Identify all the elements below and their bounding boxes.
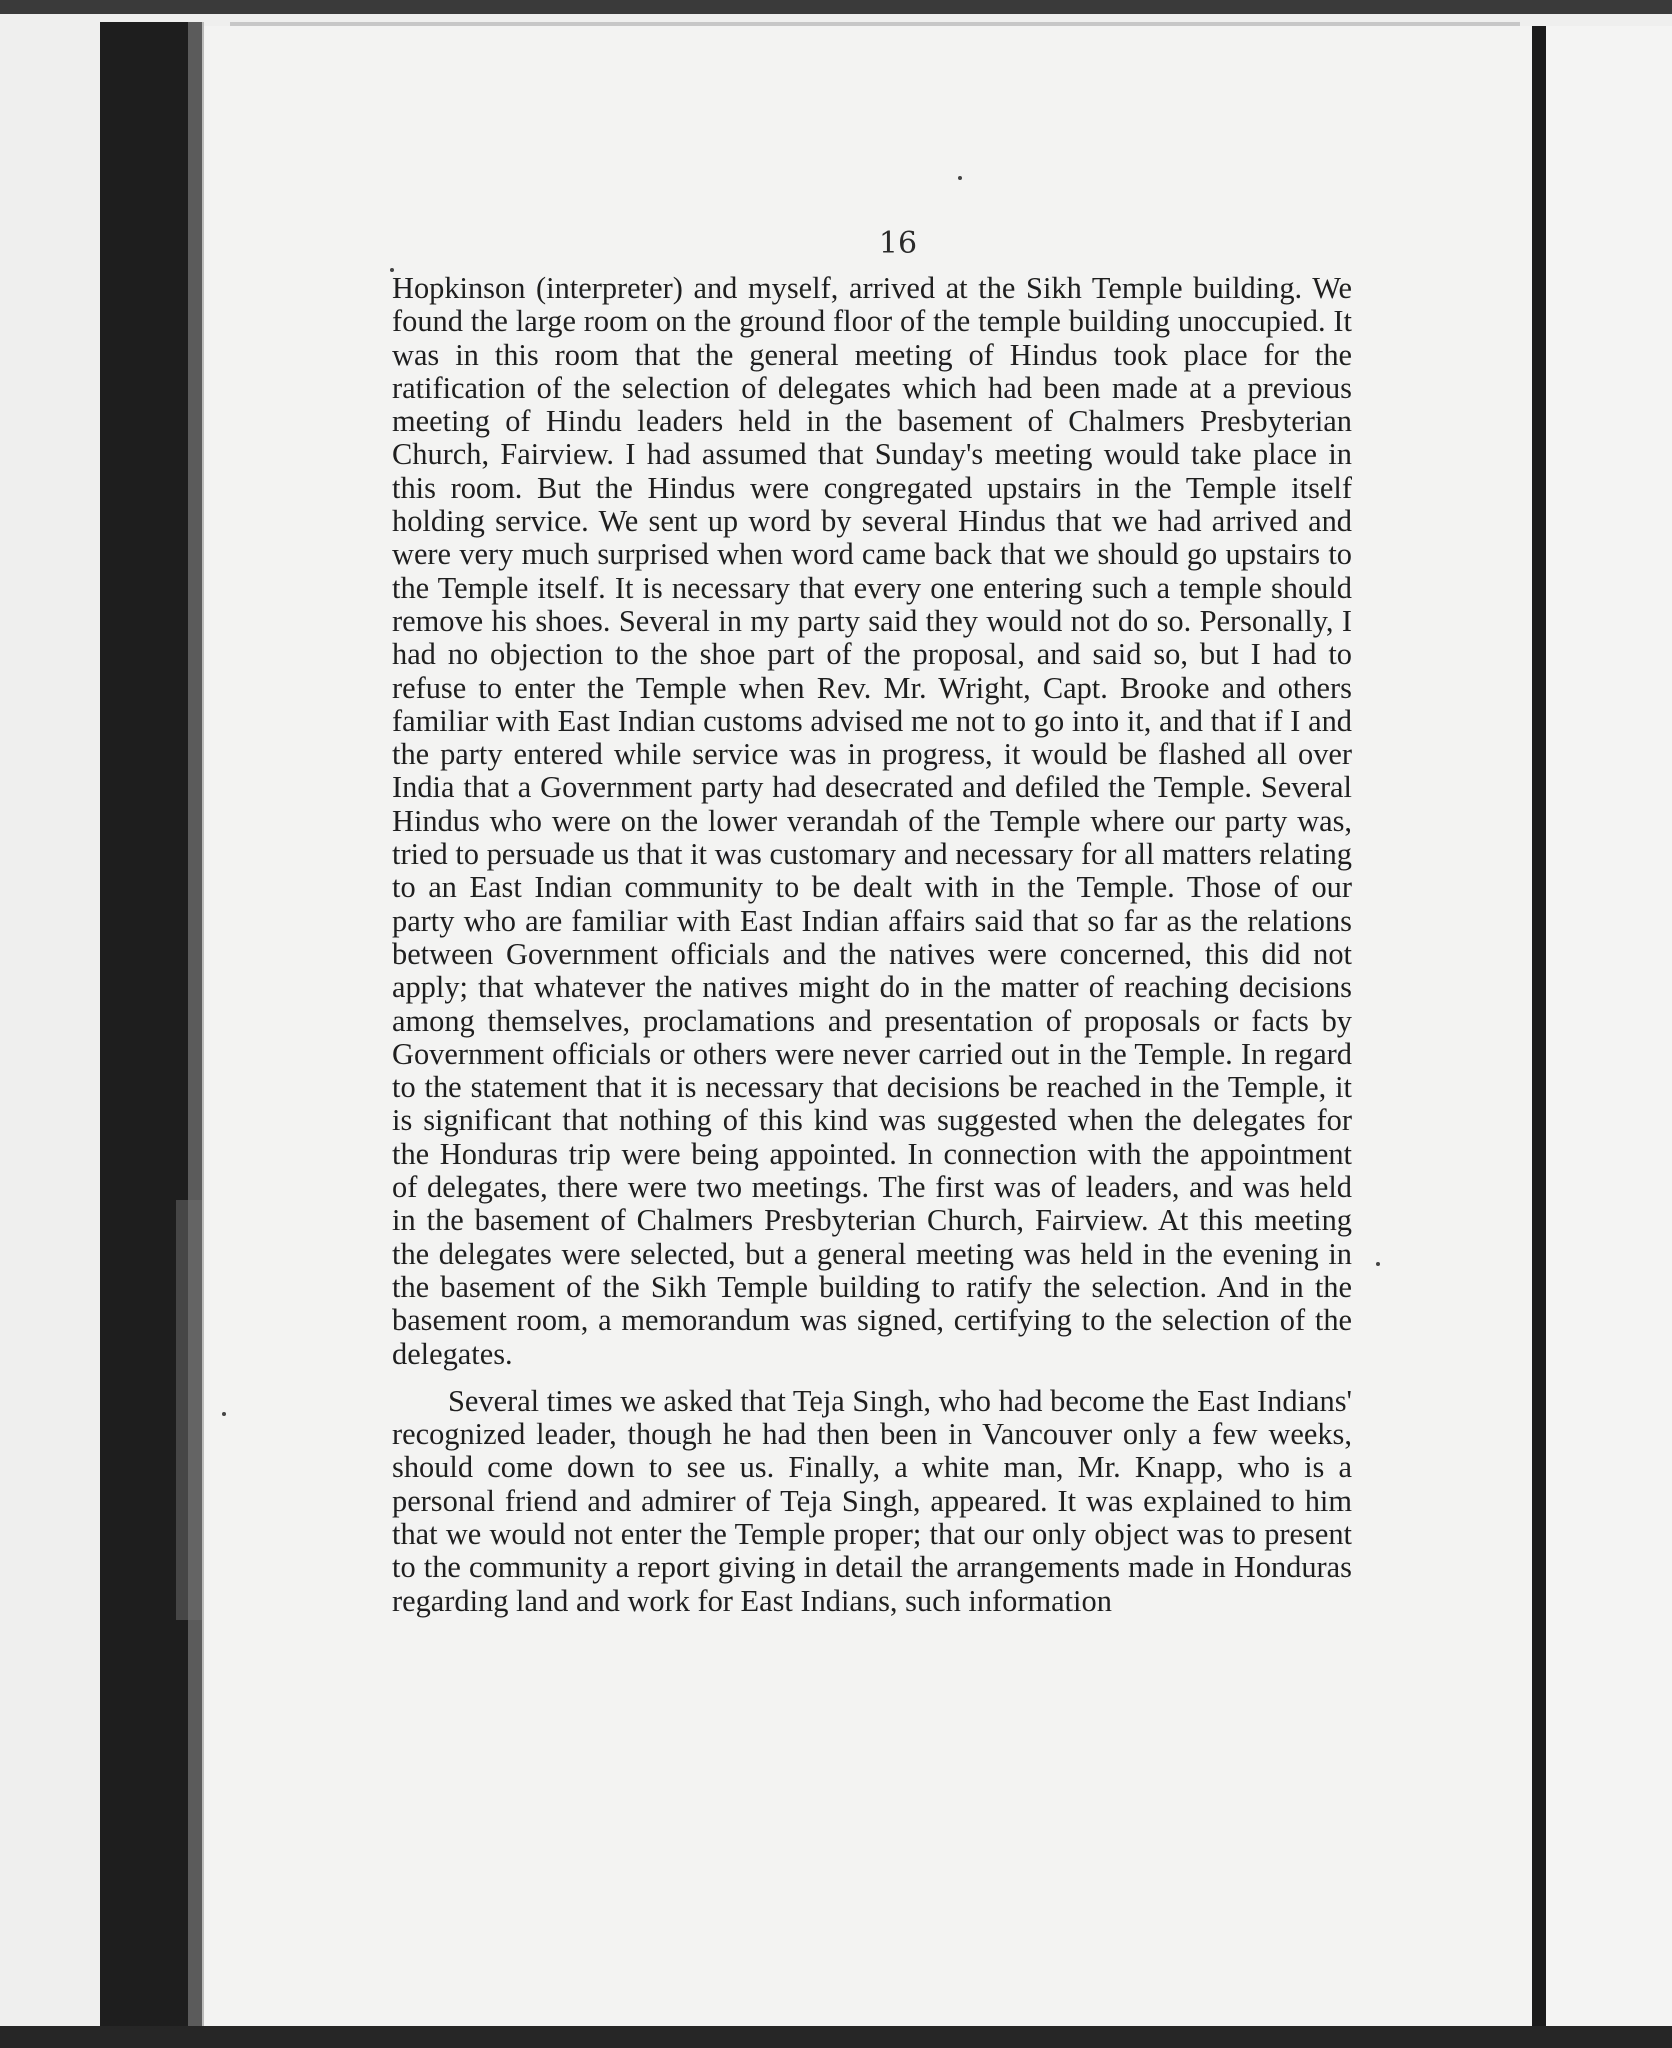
paragraph: Several times we asked that Teja Singh, who had become the East Indians' recognized leader, though he had then been in Vancouver only a few weeks, should come down to see us. Finally, a white man, Mr. Knapp, who is a personal friend and admirer of Teja Singh, appeared. It was explained to him that we would not enter the Temple proper; that our only object was to present to the community a report giving in detail the arrangements made in Honduras regarding land and work for East Indians, such information	[392, 1383, 1352, 1618]
scan-top-border	[0, 0, 1672, 14]
body-text	[392, 272, 1352, 1618]
page-number: 16	[878, 226, 918, 261]
scan-speck	[1376, 1262, 1380, 1266]
scan-speck	[958, 176, 962, 180]
binding-worn-area	[176, 1200, 202, 1620]
scan-bottom-border	[0, 2026, 1672, 2048]
scan-right-border	[1532, 26, 1546, 2026]
book-binding-shadow	[100, 22, 202, 2026]
paragraph: Hopkinson (interpreter) and myself, arrived at the Sikh Temple building. We found the large room on the ground floor of the temple building unoccupied. It was in this room that the general meeting of Hindus took place for the ratification of the selection of delegates which had been made at a previous meeting of Hindu leaders held in the basement of Chalmers Presbyterian Church, Fairview. I had assumed that Sunday's meeting would take place in this room. But the Hindus were congregated upstairs in the Temple itself holding service. We sent up word by several Hindus that we had arrived and were very much surprised when word came back that we should go upstairs to the Temple itself. It is necessary that every one entering such a temple should remove his shoes. Several in my party said they would not do so. Personally, I had no objection to the shoe part of the proposal, and said so, but I had to refuse to enter the Temple when Rev. Mr. Wright, Capt. Brooke and others familiar with East Indian customs advised me not to go into it, and that if I and the party entered while service was in progress, it would be flashed all over India that a Government party had desecrated and defiled the Temple. Several Hindus who were on the lower verandah of the Temple where our party was, tried to persuade us that it was customary and necessary for all matters relating to an East Indian community to be dealt with in the Temple. Those of our party who are familiar with East Indian affairs said that so far as the relations between Government officials and the natives were concerned, this did not apply; that whatever the natives might do in the matter of reaching decisions among themselves, proclamations and presentation of proposals or facts by Government officials or others were never carried out in the Temple. In regard to the statement that it is necessary that decisions be reached in the Temple, it is significant that nothing of this kind was suggested when the delegates for the Honduras trip were being appointed. In connection with the appointment of delegates, there were two meetings. The first was of leaders, and was held in the basement of Chalmers Presbyterian Church, Fairview. At this meeting the delegates were selected, but a general meeting was held in the evening in the basement of the Sikh Temple building to ratify the selection. And in the basement room, a memorandum was signed, certifying to the selection of the delegates.	[392, 271, 1352, 1371]
scan-right-margin	[1546, 26, 1672, 2026]
scan-speck	[222, 1412, 226, 1416]
binding-edge	[188, 22, 204, 2026]
